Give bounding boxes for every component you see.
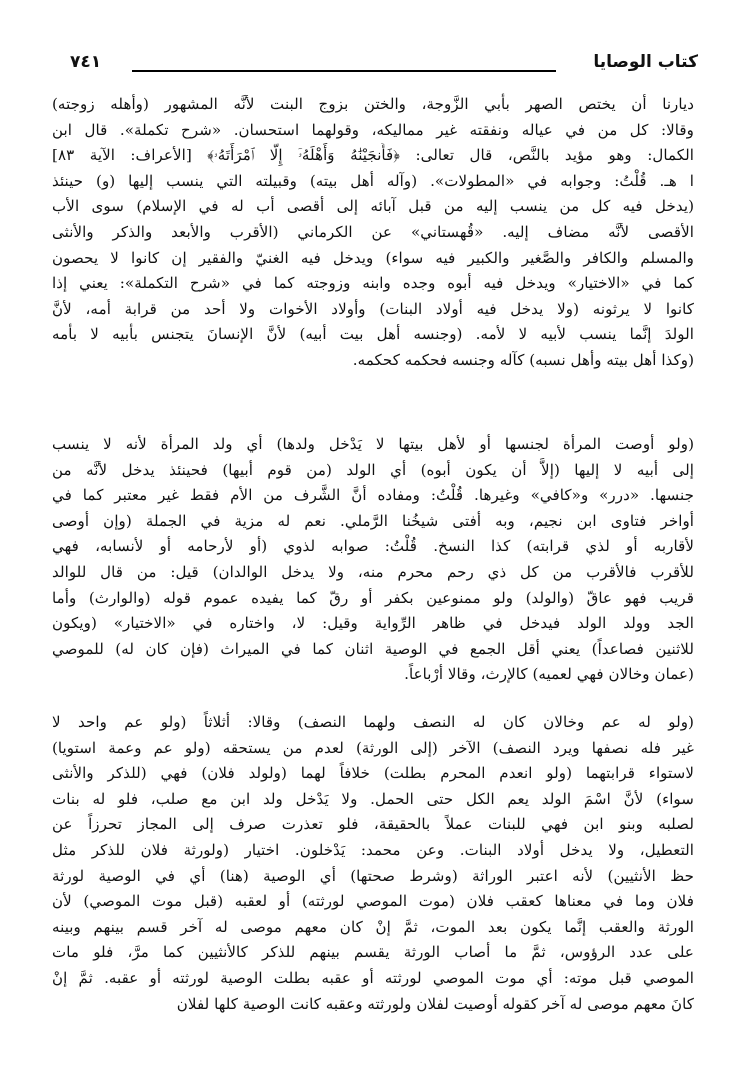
text-line: للأقرب فالأقرب من كل ذي رحم محرم منه، ولا يدخل الوالدان) قيل: من قال للوالد <box>52 562 694 581</box>
page-number: ٧٤١ <box>70 52 102 72</box>
text-line: التعطيل، ولا يدخل أولاد البنات. وعن محمد: يَدْخلون. اختيار (ولورثة فلان للذكر مثل <box>52 840 694 859</box>
text-line: الموصي قبل موته: أي موت الموصي لورثته أو عقبه بطلت الوصية لورثته أو عقبه. ثمَّ إنْ <box>52 968 694 987</box>
text-line: جنسها. «درر» و«كافي» وغيرها. قُلْتُ: ومفاده أنَّ الشَّرف من الأم فقط غير معتبر كما في <box>52 486 694 505</box>
text-line: ا هـ. قُلْتُ: وجوابه في «المطولات». (وآله أهل بيته) وقبيلته التي ينسب إليها (و) حينئذ <box>52 171 694 190</box>
text-line: غير فله نصفها ويرد النصف) الآخر (إلى الورثة) لعدم من يستحقه (ولو عم وعمة استويا) <box>52 738 694 757</box>
text-line: كانَ معهم موصى له آخر كقوله أوصيت لفلان ولورثته وعقبه كانت الوصية كلها لفلان <box>176 994 694 1013</box>
text-line: (وكذا أهل بيته وأهل نسبه) كآله وجنسه فحكمه كحكمه. <box>352 350 694 369</box>
text-line: فلان وما في معناها كعقب فلان (موت الموصي لورثته) أو لعقبه (قبل موت الموصي) لأن <box>52 892 694 911</box>
text-line: قريب فهو عاقّ (والولد) ولو ممنوعين بكفر أو رقّ كما يفيده عموم قوله (والوارث) وأما <box>52 588 694 607</box>
paragraph-3 <box>52 710 694 1017</box>
text-line: لاستواء قرابتهما (ولو انعدم المحرم بطلت) خلافاً لهما (ولولد فلان) فهي (للذكر والأنثى <box>52 764 694 783</box>
text-line: وقالا: كل من في عياله ونفقته غير مماليكه، وقولهما استحسان. «شرح تكملة». قال ابن <box>52 120 694 139</box>
text-line: سواء) لأنَّ اسْمَ الولد يعم الكل حتى الحمل. ولا يَدْخل ولد ابن مع صلب، فلو له بنات <box>52 789 694 808</box>
text-line: (يدخل فيه كل من ينسب إليه من قبل آبائه إلى أقصى أب له في الإسلام) سوى الأب <box>52 197 694 216</box>
paragraph-2 <box>52 432 694 688</box>
text-line: الجد وولد الولد فيدخل في ظاهر الرِّواية وقيل: لا، واختاره في «الاختيار» (ويكون <box>52 614 694 633</box>
text-line: الولدَ إنَّما ينسب لأبيه لا لأمه. (وجنسه أهل بيت أبيه) لأنَّ الإنسانَ يتجنس بأبيه لا بأمه <box>52 325 694 344</box>
header-rule <box>132 70 556 72</box>
text-line: (ولو له عم وخالان كان له النصف ولهما النصف) وقالا: أثلاثاً (ولو عم واحد لا <box>52 713 694 731</box>
text-line: حظ الأنثيين) لأنه اعتبر الوراثة (وشرط صحتها) أي الوصية (هنا) أي في الوصية لورثة <box>52 866 694 885</box>
text-line: على عدد الرؤوس، ثمَّ ما أصاب الورثة يقسم بينهم للذكر كالأنثيين كما مرَّ، فلو مات <box>52 943 694 962</box>
page-header <box>40 44 706 78</box>
text-line: أواخر فتاوى ابن نجيم، وبه أفتى شيخُنا الرَّملي. نعم له مزية في الجملة (وإن أوصى <box>52 511 694 530</box>
text-line: ديارنا أن يختص الصهر بأبي الزَّوجة، والختن بزوج البنت لأنَّه المشهور (وأهله زوجته) <box>52 95 694 113</box>
text-line: لصلبه وبنو ابن فهي للبنات عملاً بالحقيقة، فلو تعذرت صرف إلى المجاز تحرزاً عن <box>52 815 694 834</box>
text-line: إلى أبيه لا إليها (إلاَّ أن يكون أبوه) أي الولد (من قوم أبيها) فحينئذ يدخل لأنَّه من <box>52 460 694 479</box>
text-line: الأقصى لأنَّه مضاف إليه. «قُهستاني» عن الكرماني (الأقرب والأبعد والذكر والأنثى <box>52 222 694 241</box>
text-line: (عمان وخالان فهي لعميه) كالإرث، وقالا أرْباعاً. <box>404 665 694 684</box>
chapter-title: كتاب الوصايا <box>593 52 698 72</box>
text-line: الكمال: وهو مؤيد بالنَّص، قال تعالى: ﴿فَأَنجَيْنَٰهُ وَأَهْلَهُۥٓ إِلَّا ٱمْرَأَتَهُۥ﴾ [الأعراف: الآية ٨٣] <box>52 146 694 165</box>
text-line: كانوا لا يرثونه (ولا يدخل فيه أولاد البنات) وأولاد الأخوات ولا أحد من قرابة أمه، لأنَّ <box>52 299 694 318</box>
text-line: كما في «الاختيار» ويدخل فيه أبوه وجده وابنه وزوجته كما في «شرح التكملة»: يعني إذا <box>52 274 694 293</box>
text-line: لأقاربه أو لذي قرابته) كذا النسخ. قُلْتُ: صوابه لذوي (أو لأرحامه أو لأنسابه، فهي <box>52 537 694 556</box>
text-line: للاثنين فصاعداً) يعني أقل الجمع في الوصية اثنان كما في الميراث (فإن كان له) للموصي <box>52 639 694 658</box>
text-line: والمسلم والكافر والصَّغير والكبير فيه سواء) ويدخل فيه الغنيّ والفقير إن كانوا لا يحصون <box>52 248 694 267</box>
text-line: (ولو أوصت المرأة لجنسها أو لأهل بيتها لا يَدْخل ولدها) أي ولد المرأة لأنه لا ينسب <box>52 435 694 453</box>
paragraph-1 <box>52 92 694 374</box>
text-line: الورثة والعقب إنَّما يكون بعد الموت، ثمَّ إنْ كان معهم موصى له آخر قسم بينهم وبينه <box>52 917 694 936</box>
